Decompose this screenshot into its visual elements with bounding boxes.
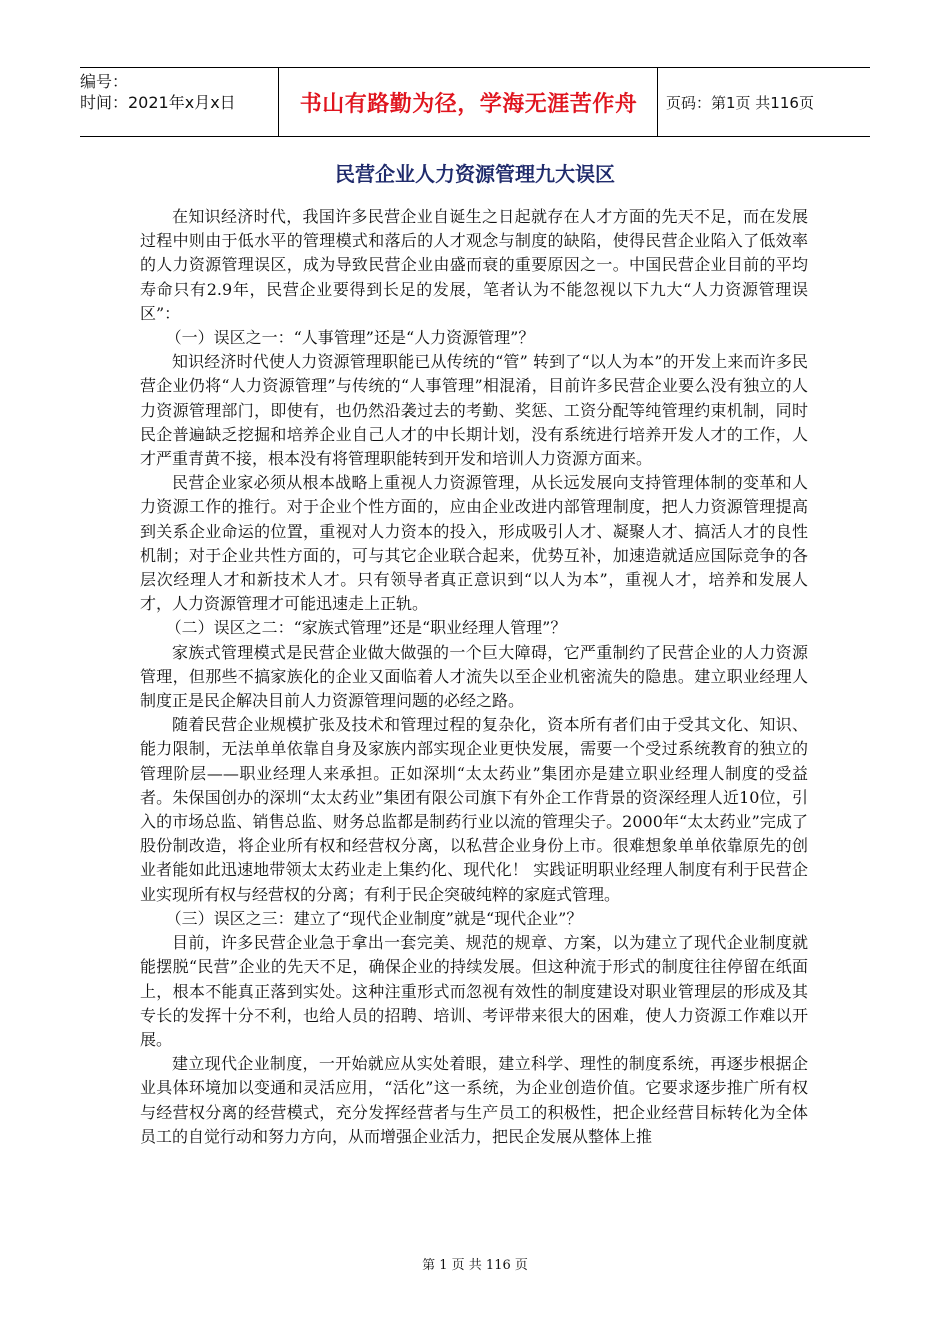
section-heading: （三）误区之三：建立了“现代企业制度”就是“现代企业”？ [165,908,583,928]
header-info [80,68,279,136]
paragraph: 目前，许多民营企业急于拿出一套完美、规范的规章、方案，以为建立了现代企业制度就能摆脱“民营”企业的先天不足，确保企业的持续发展。但这种流于形式的制度往往停留在纸面上，根本不能真正落到实处。这种注重形式而忽视有效性的制度建设对职业管理层的形成及其专长的发挥十分不利，也给人员的招聘、培训、考评带来很大的困难，使人力资源工作难以开展。 [140,933,808,1049]
paragraph: 建立现代企业制度，一开始就应从实处着眼，建立科学、理性的制度系统，再逐步根据企业具体环境加以变通和灵活应用，“活化”这一系统，为企业创造价值。它要求逐步推广所有权与经营权分离的经营模式，充分发挥经营者与生产员工的积极性，把企业经营目标转化为全体员工的自觉行动和努力方向，从而增强企业活力，把民企发展从整体上推 [140,1054,808,1146]
paragraph: 知识经济时代使人力资源管理职能已从传统的“管” 转到了“以人为本”的开发上来而许多民营企业仍将“人力资源管理”与传统的“人事管理”相混淆，目前许多民营企业要么没有独立的人力资源管理部门，即使有，也仍然沿袭过去的考勤、奖惩、工资分配等纯管理约束机制，同时民企普遍缺乏挖掘和培养企业自己人才的中长期计划，没有系统进行培养开发人才的工作，人才严重青黄不接，根本没有将管理职能转到开发和培训人力资源方面来。 [140,352,808,469]
motto: 书山有路勤为径，学海无涯苦作舟 [280,68,658,136]
number-label: 编号： [80,72,129,91]
time-label: 时间：2021年x月x日 [80,93,236,112]
document-body [140,205,808,1149]
paragraph: 民营企业家必须从根本战略上重视人力资源管理，从长远发展向支持管理体制的变革和人力资源工作的推行。对于企业个性方面的，应由企业改进内部管理制度，把人力资源管理提高到关系企业命运的位置，重视对人力资本的投入，形成吸引人才、凝聚人才、搞活人才的良性机制；对于企业共性方面的，可与其它企业联合起来，优势互补，加速造就适应国际竞争的各层次经理人才和新技术人才。只有领导者真正意识到“以人为本”，重视人才，培养和发展人才，人力资源管理才可能迅速走上正轨。 [140,473,808,614]
page-footer: 第 1 页 共 116 页 [422,1258,528,1273]
paragraph: 随着民营企业规模扩张及技术和管理过程的复杂化，资本所有者们由于受其文化、知识、能力限制，无法单单依靠自身及家族内部实现企业更快发展，需要一个受过系统教育的独立的管理阶层——职业经理人来承担。正如深圳“太太药业”集团亦是建立职业经理人制度的受益者。朱保国创办的深圳“太太药业”集团有限公司旗下有外企工作背景的资深经理人近10位，引入的市场总监、销售总监、财务总监都是制药行业以流的管理尖子。2000年“太太药业”完成了股份制改造，将企业所有权和经营权分离，以私营企业身份上市。很难想象单单依靠原先的创业者能如此迅速地带领太太药业走上集约化、现代化！ 实践证明职业经理人制度有利于民营企业实现所有权与经营权的分离；有利于民企突破纯粹的家庭式管理。 [140,715,808,904]
section-heading: （一）误区之一：“人事管理”还是“人力资源管理”？ [165,328,535,348]
page-label: 页码：第1页 共116页 [666,93,814,112]
section-heading: （二）误区之二：“家族式管理”还是“职业经理人管理”？ [165,618,567,638]
paragraph: 在知识经济时代，我国许多民营企业自诞生之日起就存在人才方面的先天不足，而在发展过程中则由于低水平的管理模式和落后的人才观念与制度的缺陷，使得民营企业陷入了低效率的人力资源管理误区，成为导致民营企业由盛而衰的重要原因之一。中国民营企业目前的平均寿命只有2.9年，民营企业要得到长足的发展，笔者认为不能忽视以下九大“人力资源管理误区”： [140,207,808,323]
document-title: 民营企业人力资源管理九大误区 [335,162,615,186]
paragraph: 家族式管理模式是民营企业做大做强的一个巨大障碍，它严重制约了民营企业的人力资源管理，但那些不搞家族化的企业又面临着人才流失以至企业机密流失的隐患。建立职业经理人制度正是民企解决目前人力资源管理问题的必经之路。 [140,642,808,711]
page-header [80,67,870,137]
